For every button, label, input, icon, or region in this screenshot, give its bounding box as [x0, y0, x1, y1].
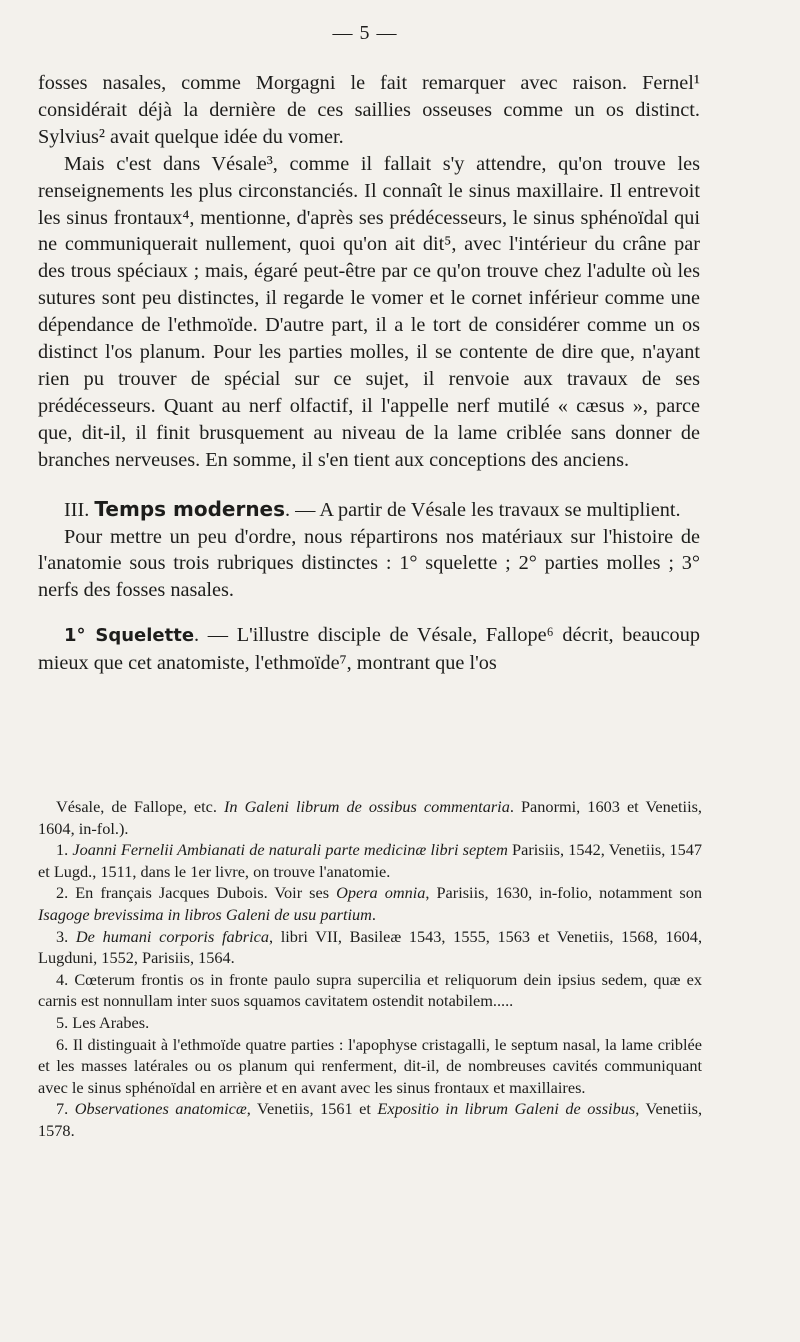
footnote-1-num: 1.	[56, 840, 73, 860]
footnote-3-num: 3.	[56, 926, 76, 946]
footnote-1	[38, 839, 702, 882]
footnote-2	[38, 882, 702, 925]
footnote-2-end: .	[371, 904, 376, 924]
footnote-continuation	[38, 796, 702, 839]
footnote-7-end: , Venetiis, 1578.	[38, 1099, 703, 1140]
footnote-cont-end: . Panormi, 1603 et Venetiis, 1604, in-fol.).	[38, 797, 702, 838]
footnote-3-text: , libri VII, Basileæ 1543, 1555, 1563 et Venetiis, 1568, 1604, Lugduni, 1552, Parisiis, 1564.	[38, 926, 703, 968]
section-number: III.	[64, 498, 90, 521]
footnote-7-text: , Venetiis, 1561 et	[246, 1099, 378, 1119]
footnote-4: 4. Cœterum frontis os in fronte paulo supra supercilia et reliquorum dein ipsius sedem, quæ ex carnis est nonnullam inter suos squamos cavitatem ostendit notabilem.....	[38, 969, 702, 1011]
footnote-7	[38, 1098, 702, 1141]
section-heading	[38, 496, 700, 524]
footnote-2-text-2: , Parisiis, 1630, in-folio, notamment son	[425, 883, 703, 903]
section-heading-rest: . — A partir de Vésale les travaux se multiplient.	[285, 498, 681, 521]
squelette-label: 1° Squelette	[64, 625, 195, 647]
footnote-cont-text: Vésale, de Fallope, etc.	[56, 797, 224, 816]
footnote-5: 5. Les Arabes.	[56, 1012, 150, 1032]
section-paragraph: Pour mettre un peu d'ordre, nous répartirons nos matériaux sur l'histoire de l'anatomie sous trois rubriques distinctes : 1° squelette ; 2° parties molles ; 3° nerfs des fosses nasales.	[38, 525, 700, 602]
footnotes	[38, 796, 702, 1142]
footnote-2-title-1: Opera omnia	[336, 883, 426, 903]
footnote-1-text: Parisiis, 1542, Venetiis, 1547 et Lugd., 1511, dans le 1er livre, on trouve l'anatomie.	[38, 840, 702, 881]
squelette-paragraph	[38, 622, 700, 677]
footnote-7-title-1: Observationes anatomicæ	[74, 1099, 247, 1119]
paragraph-2: Mais c'est dans Vésale³, comme il fallait s'y attendre, qu'on trouve les renseignements les plus circonstanciés. Il connaît le sinus maxillaire. Il entrevoit les sinus frontaux⁴, mentionne, d'après ses prédécesseurs, le sinus sphénoïdal qui ne communiquerait nullement, quoi qu'on ait dit⁵, avec l'intérieur du crâne par des trous spéciaux ; mais, égaré peut-être par ce qu'on trouve chez l'adulte où les sutures sont peu distinctes, il regarde le vomer et le cornet inférieur comme une dépendance de l'ethmoïde. D'autre part, il a le tort de considérer comme un os distinct l'os planum. Pour les parties molles, il se contente de dire que, n'ayant rien pu trouver de spécial sur ce sujet, il renvoie aux travaux de ses prédécesseurs. Quant au nerf olfactif, il l'appelle nerf mutilé « cæsus », parce que, dit-il, il finit brusquement au niveau de la lame criblée sans donner de branches nerveuses. En somme, il s'en tient aux conceptions des anciens.	[38, 152, 700, 471]
footnote-7-title-2: Expositio in librum Galeni de ossibus	[377, 1099, 636, 1119]
paragraph-1: fosses nasales, comme Morgagni le fait remarquer avec raison. Fernel¹ considérait déjà la dernière de ces saillies osseuses comme un os distinct. Sylvius² avait quelque idée du vomer.	[38, 72, 700, 148]
footnote-3	[38, 926, 702, 969]
section-title: Temps modernes	[94, 496, 286, 521]
footnote-cont-title: In Galeni librum de ossibus commentaria	[223, 797, 510, 816]
main-text	[38, 70, 700, 677]
page-number: — 5 —	[332, 22, 398, 44]
footnote-7-num: 7.	[56, 1099, 75, 1119]
squelette-text: . — L'illustre disciple de Vésale, Fallope⁶ décrit, beaucoup mieux que cet anatomiste, l'ethmoïde⁷, montrant que l'os	[38, 624, 700, 675]
footnote-2-text: 2. En français Jacques Dubois. Voir ses	[56, 883, 337, 903]
footnote-6: 6. Il distinguait à l'ethmoïde quatre parties : l'apophyse cristagalli, le septum nasal, la lame criblée et les masses latérales ou os planum qui renferment, dit-il, de nombreuses cavités communiquant avec le sinus sphénoïdal en arrière et en avant avec les sinus frontaux et maxillaires.	[38, 1034, 702, 1097]
footnote-3-title: De humani corporis fabrica	[75, 926, 269, 946]
footnote-2-title-2: Isagoge brevissima in libros Galeni de usu partium	[38, 904, 372, 924]
footnote-1-title: Joanni Fernelii Ambianati de naturali parte medicinæ libri septem	[72, 840, 508, 860]
